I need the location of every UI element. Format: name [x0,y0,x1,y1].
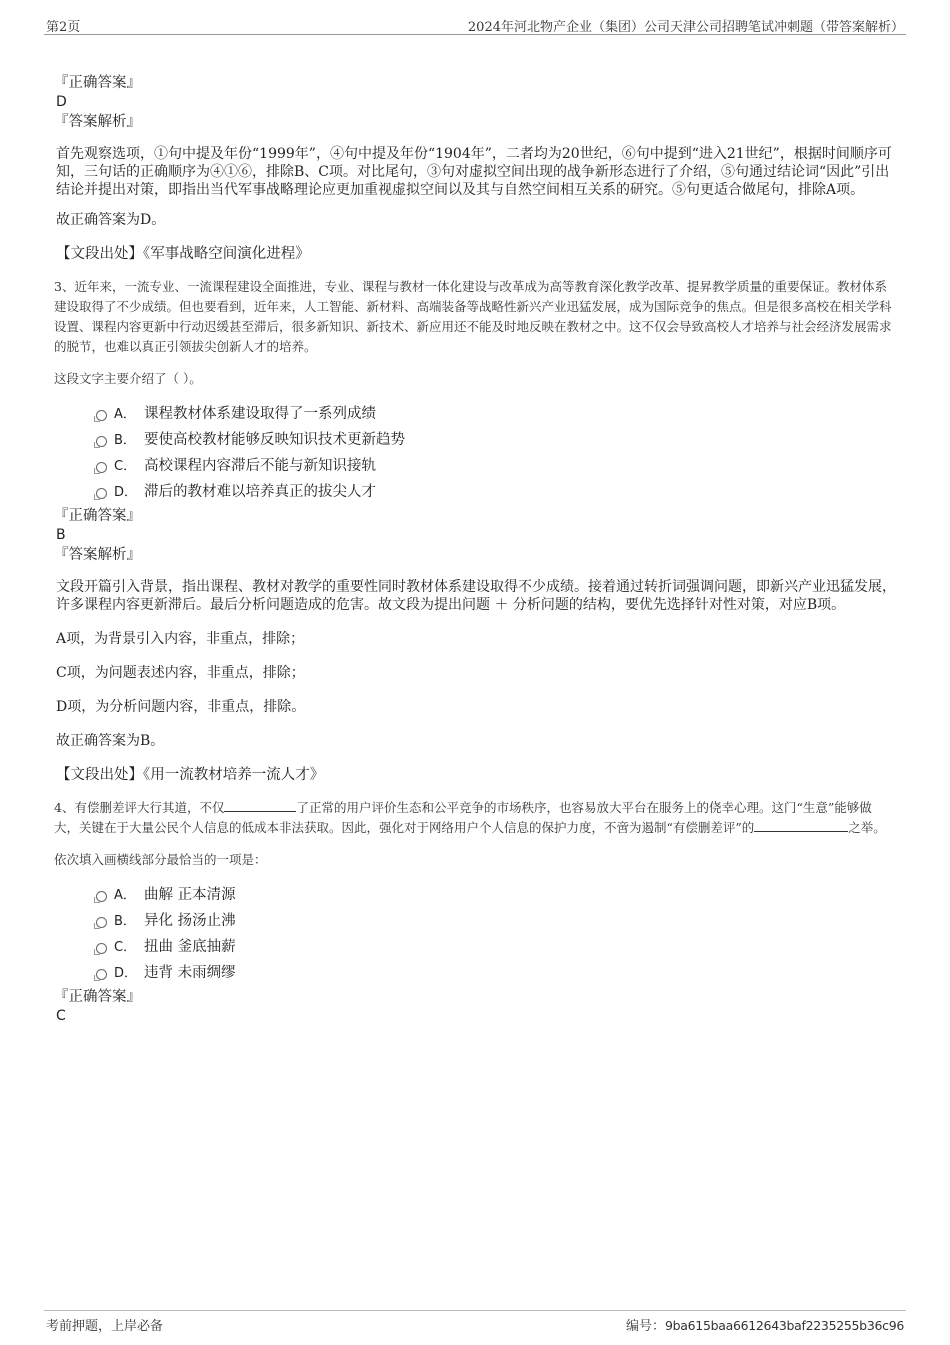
radio-icon[interactable] [96,410,107,421]
text-source: 【文段出处】《用一流教材培养一流人才》 [56,767,325,783]
page-header [44,14,906,35]
correct-answer-label: 『正确答案』 [54,508,141,524]
correct-answer-value: B [56,527,66,543]
analysis-paragraph: 首先观察选项，①句中提及年份“1999年”，④句中提及年份“1904年”，二者均为20世纪，⑥句中提到“进入21世纪”，根据时间顺序可知，三句话的正确顺序为④①⑥，排除B、C项。对比尾句，③句对虚拟空间出现的战争新形态进行了介绍，⑤句通过结论词“因此”引出结论并提出对策，即指出当代军事战略理论应更加重视虚拟空间以及其与自然空间相互关系的研究。⑤句更适合做尾句，排除A项。 [56,146,892,198]
radio-icon[interactable] [96,891,107,902]
fill-blank-2 [754,819,848,832]
question-4-prompt: 依次填入画横线部分最恰当的一项是： [54,852,267,867]
question-4-stem: 4、有偿删差评大行其道，不仅 了正常的用户评价生态和公平竞争的市场秩序，也容易放大平台在服务上的侥幸心理。这门“生意”能够做大，关键在于大量公民个人信息的低成本非法获取。因此，强化对于网络用户个人信息的保护力度，不啻为遏制“有偿删差评”的 之举。 [54,800,886,835]
correct-answer-label: 『正确答案』 [54,989,141,1005]
analysis-note: C项，为问题表述内容，非重点，排除； [56,665,305,681]
analysis-paragraph: 文段开篇引入背景，指出课程、教材对教学的重要性同时教材体系建设取得不少成绩。接着通过转折词强调问题，即新兴产业迅猛发展，许多课程内容更新滞后。最后分析问题造成的危害。故文段为提出问题 ＋ 分析问题的结构，要优先选择针对性对策，对应B项。 [56,579,896,613]
option-d[interactable]: D． 滞后的教材难以培养真正的拔尖人才 [56,479,896,505]
analysis-note: D项，为分析问题内容，非重点，排除。 [56,699,306,715]
option-a[interactable]: A． 课程教材体系建设取得了一系列成绩 [56,401,896,427]
correct-answer-value: D [56,94,67,110]
analysis-conclusion: 故正确答案为B。 [56,733,165,749]
question-3-stem: 3、近年来，一流专业、一流课程建设全面推进，专业、课程与教材一体化建设与改革成为高等教育深化教学改革、提昇教学质量的重要保证。教材体系建设取得了不少成绩。但也要看到，近年来，人工智能、新材料、高端装备等战略性新兴产业迅猛发展，成为国际竞争的焦点。但是很多高校在相关学科设置、课程内容更新中行动迟缓甚至滞后，很多新知识、新技术、新应用还不能及时地反映在教材之中。这不仅会导致高校人才培养与社会经济发展需求的脱节，也难以真正引领拔尖创新人才的培养。 [54,279,892,354]
question-3-options [56,401,896,505]
question-4-options [56,882,896,986]
document-title: 2024年河北物产企业（集团）公司天津公司招聘笔试冲刺题（带答案解析） [467,20,904,35]
text-source: 【文段出处】《军事战略空间演化进程》 [56,246,310,262]
radio-icon[interactable] [96,488,107,499]
radio-icon[interactable] [96,943,107,954]
option-b[interactable]: B． 要使高校教材能够反映知识技术更新趋势 [56,427,896,453]
document-body [56,74,896,1025]
fill-blank-1 [224,799,296,812]
analysis-note: A项，为背景引入内容，非重点，排除； [56,631,305,647]
radio-icon[interactable] [96,969,107,980]
correct-answer-value: C [56,1008,66,1024]
option-b[interactable]: B． 异化 扬汤止沸 [56,908,896,934]
analysis-label: 『答案解析』 [54,547,141,563]
analysis-label: 『答案解析』 [54,114,141,130]
analysis-conclusion: 故正确答案为D。 [56,212,166,228]
radio-icon[interactable] [96,462,107,473]
page-footer [44,1310,906,1333]
page-number: 第2页 [46,20,81,35]
correct-answer-label: 『正确答案』 [54,75,141,91]
radio-icon[interactable] [96,436,107,447]
question-3-prompt: 这段文字主要介绍了（ ）。 [54,371,202,386]
option-a[interactable]: A． 曲解 正本清源 [56,882,896,908]
footer-slogan: 考前押题，上岸必备 [46,1319,164,1334]
radio-icon[interactable] [96,917,107,928]
option-c[interactable]: C． 扭曲 釜底抽薪 [56,934,896,960]
option-d[interactable]: D． 违背 未雨绸缪 [56,960,896,986]
document-code: 编号：9ba615baa6612643baf2235255b36c96 [625,1318,904,1334]
option-c[interactable]: C． 高校课程内容滞后不能与新知识接轨 [56,453,896,479]
